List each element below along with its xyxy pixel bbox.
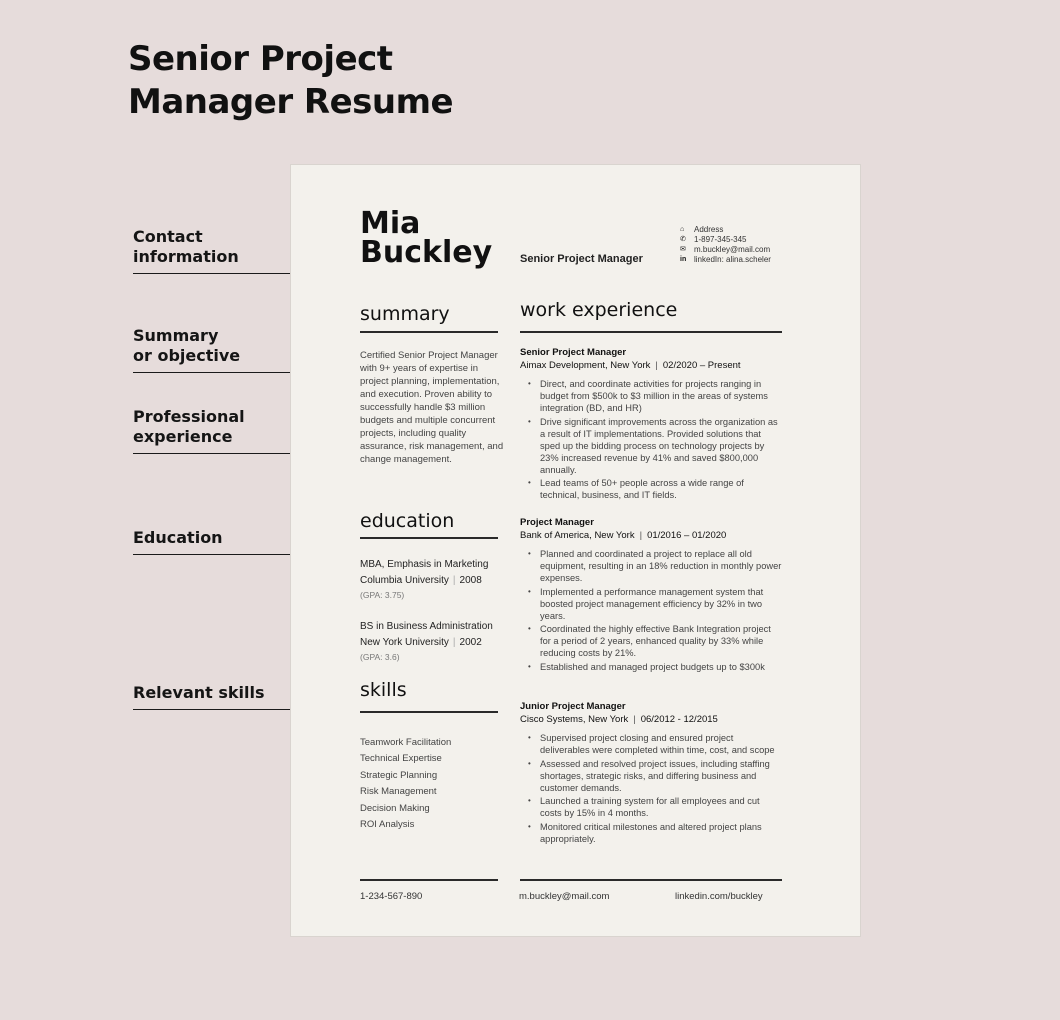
footer-rule-right	[520, 879, 782, 881]
skills-heading: skills	[360, 679, 407, 701]
contact-linkedin	[680, 255, 820, 265]
gpa: (GPA: 3.6)	[360, 652, 400, 662]
footer-phone: 1-234-567-890	[360, 891, 423, 902]
job-dates: 01/2016 – 01/2020	[647, 530, 727, 541]
contact-phone	[680, 235, 820, 245]
side-label-line: or objective	[133, 346, 241, 365]
job-company-line	[520, 359, 782, 373]
home-icon: ⌂	[680, 226, 685, 233]
job-title: Project Manager	[520, 517, 594, 528]
side-label-line: experience	[133, 427, 233, 446]
footer-email: m.buckley@mail.com	[519, 891, 610, 902]
side-label-line: Summary	[133, 326, 219, 345]
job-entry	[520, 700, 782, 846]
last-name: Buckley	[360, 235, 493, 270]
side-label-line: Relevant skills	[133, 683, 265, 702]
separator: |	[452, 637, 456, 648]
experience-rule	[520, 331, 782, 333]
footer-linkedin: linkedin.com/buckley	[675, 891, 763, 902]
skill-item: Strategic Planning	[360, 769, 438, 781]
list-item: • Supervised project closing and ensured project deliverables were completed within time, cost, and scope	[540, 732, 782, 756]
job-dates: 02/2020 – Present	[662, 360, 741, 371]
experience-heading: work experience	[520, 299, 678, 321]
first-name: Mia	[360, 206, 421, 241]
degree: BS in Business Administration	[360, 621, 493, 632]
mail-icon: ✉	[680, 246, 686, 253]
job-bullets	[520, 378, 782, 501]
page-title-line1: Senior Project	[128, 39, 393, 79]
list-item: • Lead teams of 50+ people across a wide range of technical, business, and IT fields.	[540, 477, 782, 501]
list-item: • Monitored critical milestones and altered project plans appropriately.	[540, 821, 782, 845]
separator: |	[639, 530, 643, 541]
job-company: Bank of America, New York	[520, 530, 635, 541]
school: New York University	[360, 637, 449, 648]
education-entry	[360, 619, 510, 664]
separator: |	[452, 575, 456, 586]
contact-block	[680, 225, 820, 265]
page-title-line2: Manager Resume	[128, 82, 454, 122]
linkedin-icon: in	[680, 256, 687, 263]
summary-rule	[360, 331, 498, 333]
skills-list	[360, 735, 451, 833]
candidate-name	[360, 206, 493, 270]
education-heading: education	[360, 510, 455, 532]
summary-text: Certified Senior Project Manager with 9+ years of expertise in project planning, implementation, and execution. Proven ability to successfully handle $3 million budgets and multiple concurrent projects, including quality assurance, risk management, and change management.	[360, 350, 504, 465]
job-entry	[520, 346, 782, 503]
skill-item: ROI Analysis	[360, 819, 415, 831]
list-item: • Planned and coordinated a project to replace all old equipment, resulting in an 18% reduction in monthly power expenses.	[540, 548, 782, 584]
degree: MBA, Emphasis in Marketing	[360, 559, 489, 570]
contact-address	[680, 225, 820, 235]
contact-linkedin-text: linkedIn: alina.scheler	[694, 255, 771, 264]
job-dates: 06/2012 - 12/2015	[640, 714, 718, 725]
list-item: • Implemented a performance management system that boosted project management efficiency by 32% in two years.	[540, 586, 782, 622]
list-item: • Assessed and resolved project issues, including staffing shortages, strategic risks, and differing business and customer demands.	[540, 758, 782, 794]
list-item: • Established and managed project budgets up to $300k	[540, 661, 782, 673]
list-item: • Coordinated the highly effective Bank Integration project for a period of 2 years, enhanced quality by 33% while reducing costs by 21%.	[540, 623, 782, 659]
phone-icon: ✆	[680, 236, 686, 243]
side-label-line: Professional	[133, 407, 245, 426]
school-line	[360, 634, 510, 651]
list-item: • Direct, and coordinate activities for projects ranging in budget from $500k to $3 million in the areas of systems integration (BD, and HR)	[540, 378, 782, 414]
separator: |	[655, 360, 658, 371]
separator: |	[633, 714, 636, 725]
resume-sheet	[290, 164, 861, 937]
job-entry	[520, 516, 782, 674]
list-item: • Drive significant improvements across the organization as a result of IT implementations. Provided solutions that sped up the bidding process on technology projects by 23% increased revenue by 41% and saved $800,000 annually.	[540, 416, 782, 476]
list-item: • Launched a training system for all employees and cut costs by 15% in 4 months.	[540, 795, 782, 819]
job-company: Aimax Development, New York	[520, 360, 651, 371]
school: Columbia University	[360, 575, 449, 586]
job-title: Senior Project Manager	[520, 347, 627, 358]
skills-rule	[360, 711, 498, 713]
side-label-line: Education	[133, 528, 223, 547]
page-title	[128, 38, 453, 124]
job-bullets	[520, 732, 782, 845]
contact-phone-text: 1-897-345-345	[694, 235, 747, 244]
contact-email-text: m.buckley@mail.com	[694, 245, 771, 254]
role-title: Senior Project Manager	[520, 253, 643, 265]
contact-address-text: Address	[694, 225, 724, 234]
grad-year: 2008	[459, 575, 482, 586]
job-company-line	[520, 529, 782, 543]
job-company-line	[520, 713, 782, 727]
grad-year: 2002	[459, 637, 482, 648]
gpa: (GPA: 3.75)	[360, 590, 405, 600]
skill-item: Risk Management	[360, 786, 437, 798]
skill-item: Technical Expertise	[360, 753, 442, 765]
footer-rule-left	[360, 879, 498, 881]
education-entry	[360, 557, 510, 602]
job-company: Cisco Systems, New York	[520, 714, 629, 725]
side-label-line: information	[133, 247, 239, 266]
summary-heading: summary	[360, 303, 450, 325]
side-label-line: Contact	[133, 227, 203, 246]
contact-email	[680, 245, 820, 255]
skill-item: Decision Making	[360, 802, 430, 814]
skill-item: Teamwork Facilitation	[360, 737, 452, 748]
education-rule	[360, 537, 498, 539]
job-title: Junior Project Manager	[520, 701, 626, 712]
job-bullets	[520, 548, 782, 673]
school-line	[360, 572, 510, 589]
